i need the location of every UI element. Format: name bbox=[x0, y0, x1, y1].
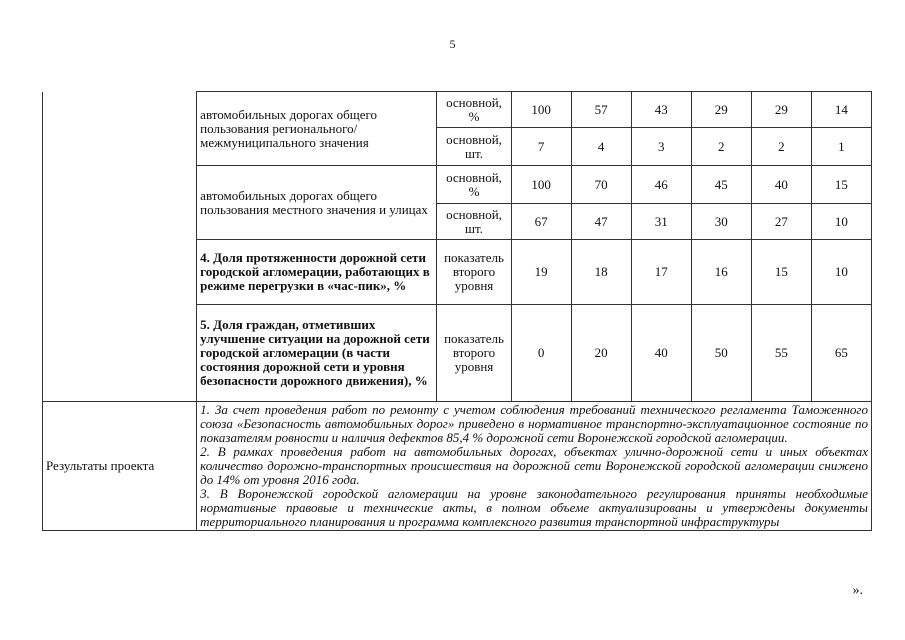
unit-cell: основной, % bbox=[437, 92, 511, 128]
value-cell: 27 bbox=[751, 204, 811, 240]
value-cell: 40 bbox=[751, 166, 811, 204]
value-cell: 45 bbox=[691, 166, 751, 204]
value-cell: 0 bbox=[511, 305, 571, 402]
value-cell: 4 bbox=[571, 128, 631, 166]
value-cell: 2 bbox=[751, 128, 811, 166]
value-cell: 100 bbox=[511, 166, 571, 204]
value-cell: 30 bbox=[691, 204, 751, 240]
value-cell: 29 bbox=[751, 92, 811, 128]
value-cell: 31 bbox=[631, 204, 691, 240]
value-cell: 14 bbox=[811, 92, 871, 128]
indicator-description: 5. Доля граждан, отметивших улучшение ситуации на дорожной сети городской агломерации (в части состояния дорожной сети и уровня безопасности дорожного движения), % bbox=[197, 305, 437, 402]
value-cell: 19 bbox=[511, 240, 571, 305]
closing-quote-mark: ». bbox=[852, 583, 863, 598]
empty-label-cell bbox=[43, 92, 197, 402]
unit-cell: показатель второго уровня bbox=[437, 305, 511, 402]
indicator-description: 4. Доля протяженности дорожной сети городской агломерации, работающих в режиме перегрузки в «час-пик», % bbox=[197, 240, 437, 305]
indicators-table bbox=[42, 91, 872, 531]
value-cell: 16 bbox=[691, 240, 751, 305]
value-cell: 57 bbox=[571, 92, 631, 128]
indicator-description: автомобильных дорогах общего пользования местного значения и улицах bbox=[197, 166, 437, 240]
results-paragraph-3: 3. В Воронежской городской агломерации на уровне законодательного регулирования приняты необходимые нормативные правовые и технические акты, в полном объеме актуализированы и утверждены документы территориального планирования и программа комплексного развития транспортной инфраструктуры bbox=[200, 486, 868, 529]
value-cell: 3 bbox=[631, 128, 691, 166]
results-row bbox=[43, 402, 872, 531]
table-body bbox=[43, 92, 872, 531]
value-cell: 7 bbox=[511, 128, 571, 166]
unit-cell: основной, % bbox=[437, 166, 511, 204]
unit-cell: основной, шт. bbox=[437, 204, 511, 240]
results-paragraph-1: 1. За счет проведения работ по ремонту с учетом соблюдения требований технического регламента Таможенного союза «Безопасность автомобильных дорог» приведено в нормативное транспортно-эксплуатационное состояние по показателям ровности и наличия дефектов 85,4 % дорожной сети Воронежской городской агломерации. bbox=[200, 402, 868, 445]
results-paragraph-2: 2. В рамках проведения работ на автомобильных дорогах, объектах улично-дорожной сети и иных объектах количество дорожно-транспортных происшествия на дорожной сети Воронежской городской агломерации снижено до 14% от уровня 2016 года. bbox=[200, 444, 868, 487]
value-cell: 15 bbox=[751, 240, 811, 305]
value-cell: 43 bbox=[631, 92, 691, 128]
value-cell: 1 bbox=[811, 128, 871, 166]
value-cell: 10 bbox=[811, 204, 871, 240]
value-cell: 20 bbox=[571, 305, 631, 402]
value-cell: 40 bbox=[631, 305, 691, 402]
value-cell: 65 bbox=[811, 305, 871, 402]
value-cell: 15 bbox=[811, 166, 871, 204]
value-cell: 50 bbox=[691, 305, 751, 402]
value-cell: 17 bbox=[631, 240, 691, 305]
value-cell: 2 bbox=[691, 128, 751, 166]
unit-cell: показатель второго уровня bbox=[437, 240, 511, 305]
indicator-description: автомобильных дорогах общего пользования регионального/ межмуниципального значения bbox=[197, 92, 437, 166]
value-cell: 10 bbox=[811, 240, 871, 305]
value-cell: 29 bbox=[691, 92, 751, 128]
page-number: 5 bbox=[449, 37, 456, 51]
value-cell: 18 bbox=[571, 240, 631, 305]
value-cell: 70 bbox=[571, 166, 631, 204]
value-cell: 67 bbox=[511, 204, 571, 240]
value-cell: 47 bbox=[571, 204, 631, 240]
value-cell: 46 bbox=[631, 166, 691, 204]
results-text bbox=[197, 402, 872, 531]
results-label: Результаты проекта bbox=[43, 402, 197, 531]
value-cell: 55 bbox=[751, 305, 811, 402]
value-cell: 100 bbox=[511, 92, 571, 128]
unit-cell: основной, шт. bbox=[437, 128, 511, 166]
table-row bbox=[43, 92, 872, 128]
